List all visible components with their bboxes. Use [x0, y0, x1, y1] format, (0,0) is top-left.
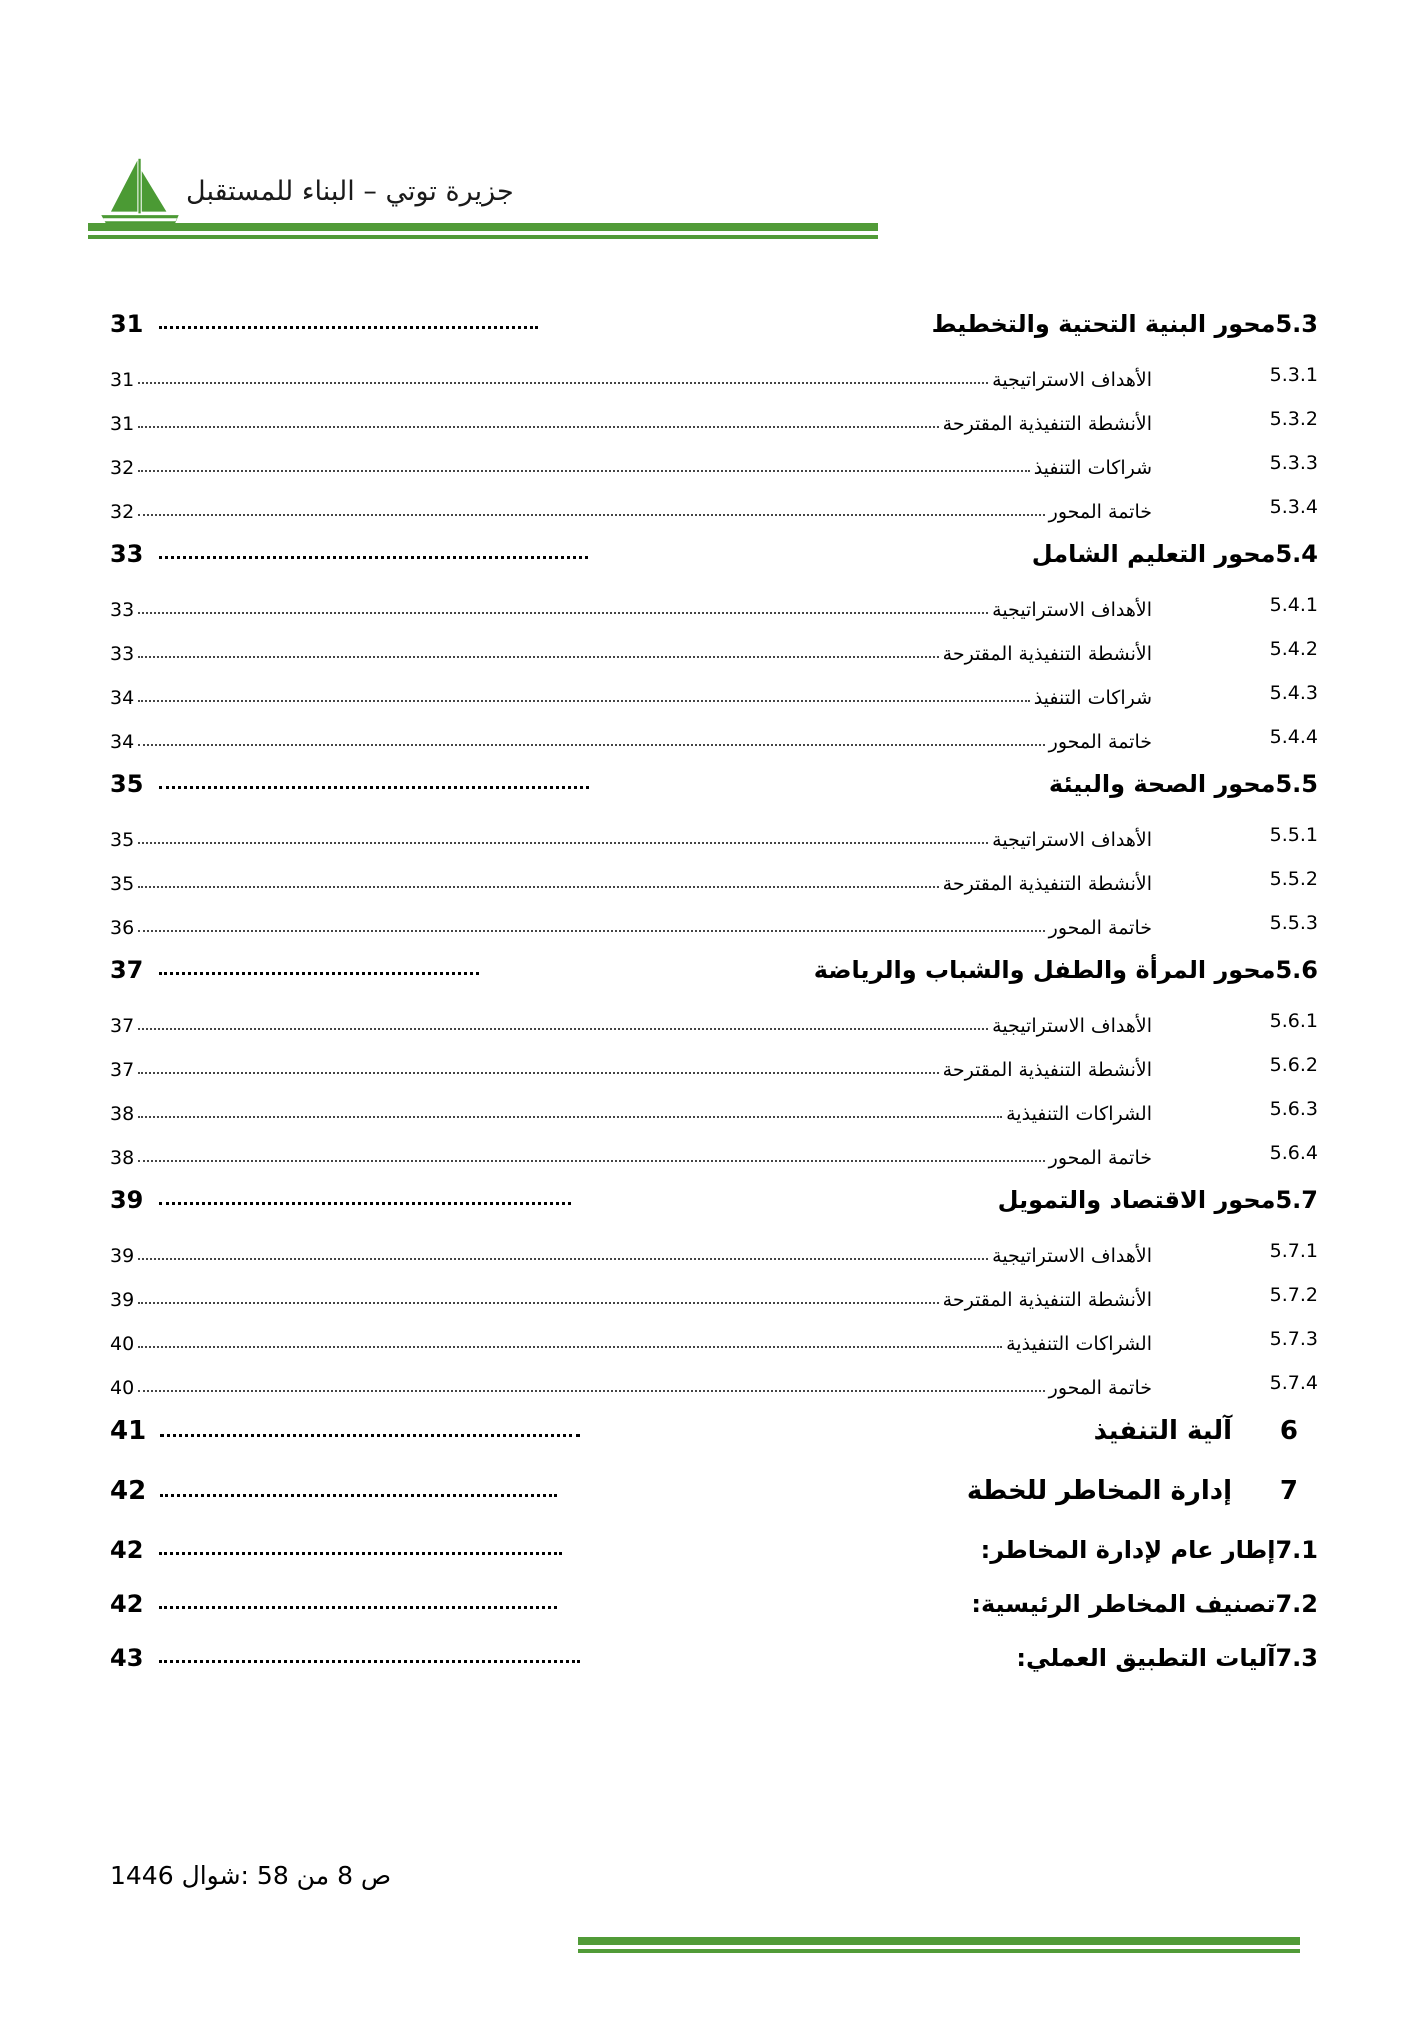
toc-dot-leader [138, 514, 1044, 516]
toc-entry-level3[interactable] [110, 1010, 1318, 1037]
toc-dot-leader [138, 382, 988, 384]
toc-entry-page-number: 41 [110, 1416, 147, 1446]
toc-dot-leader [138, 612, 988, 614]
toc-entry-level2[interactable] [110, 1590, 1318, 1618]
toc-entry-title: خاتمة المحور [1048, 501, 1152, 523]
toc-entry-level3[interactable] [110, 824, 1318, 851]
toc-entry-title: الأهداف الاستراتيجية [992, 369, 1152, 391]
toc-entry-level3[interactable] [110, 452, 1318, 479]
toc-entry-title: الأنشطة التنفيذية المقترحة [942, 1289, 1152, 1311]
toc-dot-leader [138, 1258, 988, 1260]
toc-section-block [110, 540, 1318, 753]
toc-entry-level3[interactable] [110, 408, 1318, 435]
toc-section-block [110, 1416, 1318, 1446]
toc-section-block [110, 1590, 1318, 1618]
toc-entry-page-number: 42 [110, 1590, 144, 1618]
toc-entry-title: 5.4محور التعليم الشامل [1031, 540, 1318, 568]
toc-entry-page-number: 36 [110, 917, 135, 939]
toc-entry-title: الشراكات التنفيذية [1006, 1333, 1152, 1355]
toc-entry-title: خاتمة المحور [1048, 1377, 1152, 1399]
toc-entry-title: 7.1إطار عام لإدارة المخاطر: [980, 1536, 1318, 1564]
toc-dot-leader [159, 556, 587, 559]
toc-dot-leader [138, 1346, 1002, 1348]
toc-entry-number: 5.4.1 [1269, 594, 1318, 616]
header-rule-thick [88, 223, 878, 231]
toc-entry-title: الأهداف الاستراتيجية [992, 599, 1152, 621]
toc-entry-level3[interactable] [110, 496, 1318, 523]
toc-entry-page-number: 39 [110, 1245, 135, 1267]
toc-dot-leader [159, 786, 589, 789]
toc-entry-page-number: 38 [110, 1103, 135, 1125]
toc-entry-page-number: 33 [110, 599, 135, 621]
toc-entry-page-number: 42 [109, 1476, 147, 1506]
toc-dot-leader [138, 1302, 938, 1304]
toc-entry-page-number: 34 [110, 687, 135, 709]
toc-entry-title: 5.7محور الاقتصاد والتمويل [997, 1186, 1318, 1214]
toc-entry-title: الأهداف الاستراتيجية [992, 1015, 1152, 1037]
toc-section-block [110, 310, 1318, 523]
toc-entry-level2[interactable] [110, 540, 1318, 568]
toc-entry-page-number: 35 [110, 829, 135, 851]
toc-entry-number: 5.6.4 [1269, 1142, 1318, 1164]
toc-entry-title: الأنشطة التنفيذية المقترحة [942, 1059, 1152, 1081]
toc-entry-page-number: 42 [110, 1536, 144, 1564]
toc-entry-level3[interactable] [110, 1142, 1318, 1169]
toc-entry-number: 5.5.3 [1269, 912, 1318, 934]
footer-rule-thick [578, 1937, 1300, 1945]
toc-entry-title: خاتمة المحور [1048, 731, 1152, 753]
toc-entry-page-number: 31 [110, 413, 135, 435]
toc-entry-level3[interactable] [110, 1284, 1318, 1311]
toc-dot-leader [138, 744, 1044, 746]
footer-divider-rule [578, 1937, 1300, 1959]
toc-entry-page-number: 38 [110, 1147, 135, 1169]
toc-entry-title: شراكات التنفيذ [1033, 687, 1152, 709]
toc-dot-leader [138, 700, 1030, 702]
toc-entry-number: 5.5.1 [1269, 824, 1318, 846]
toc-subsection-list [110, 1010, 1318, 1169]
toc-entry-number: 5.5.2 [1269, 868, 1318, 890]
toc-entry-page-number: 37 [109, 956, 144, 984]
toc-entry-page-number: 35 [110, 873, 135, 895]
header-divider-rule [88, 223, 878, 245]
toc-entry-level3[interactable] [110, 594, 1318, 621]
page-footer [110, 1852, 1318, 1898]
toc-dot-leader [159, 1202, 570, 1205]
toc-entry-page-number: 32 [110, 501, 135, 523]
toc-entry-level3[interactable] [110, 1240, 1318, 1267]
toc-entry-page-number: 33 [110, 643, 135, 665]
toc-entry-title: الشراكات التنفيذية [1006, 1103, 1152, 1125]
header-rule-thin [88, 235, 878, 239]
toc-entry-title: 7.2تصنيف المخاطر الرئيسية: [971, 1590, 1318, 1618]
toc-entry-page-number: 37 [110, 1059, 135, 1081]
toc-entry-page-number: 40 [110, 1377, 135, 1399]
toc-entry-number: 5.7.1 [1269, 1240, 1318, 1262]
toc-entry-number: 5.3.4 [1269, 496, 1318, 518]
toc-entry-number: 5.6.3 [1269, 1098, 1318, 1120]
toc-entry-number: 5.3.3 [1269, 452, 1318, 474]
footer-rule-thin [578, 1949, 1300, 1953]
toc-dot-leader [138, 842, 988, 844]
toc-entry-page-number: 39 [110, 1289, 135, 1311]
footer-text: ص 8 من 58 :شوال 1446 [110, 1860, 392, 1890]
toc-entry-page-number: 32 [110, 457, 135, 479]
toc-entry-page-number: 33 [109, 540, 144, 568]
toc-entry-title: 5.5محور الصحة والبيئة [1048, 770, 1318, 798]
toc-entry-level1[interactable] [110, 1476, 1318, 1506]
toc-entry-title: إدارة المخاطر للخطة [966, 1476, 1232, 1506]
toc-dot-leader [159, 1660, 580, 1663]
toc-entry-number: 5.7.2 [1269, 1284, 1318, 1306]
toc-dot-leader [138, 656, 938, 658]
toc-entry-level3[interactable] [110, 1098, 1318, 1125]
toc-entry-page-number: 40 [110, 1333, 135, 1355]
toc-entry-number: 5.4.2 [1269, 638, 1318, 660]
toc-entry-title: شراكات التنفيذ [1033, 457, 1152, 479]
toc-entry-number: 5.4.4 [1269, 726, 1318, 748]
toc-dot-leader [138, 886, 938, 888]
toc-dot-leader [159, 972, 478, 975]
toc-section-block [110, 956, 1318, 1169]
toc-entry-level2[interactable] [110, 1644, 1318, 1672]
toc-entry-title: 5.3محور البنية التحتية والتخطيط [931, 310, 1318, 338]
toc-entry-page-number: 39 [109, 1186, 144, 1214]
toc-entry-number: 5.4.3 [1269, 682, 1318, 704]
toc-entry-number: 5.7.4 [1269, 1372, 1318, 1394]
table-of-contents [110, 310, 1318, 1698]
toc-dot-leader [160, 1434, 580, 1437]
toc-dot-leader [159, 1606, 557, 1609]
toc-entry-number: 5.3.1 [1269, 364, 1318, 386]
toc-entry-level3[interactable] [110, 1328, 1318, 1355]
toc-entry-title: خاتمة المحور [1048, 917, 1152, 939]
toc-entry-title: خاتمة المحور [1048, 1147, 1152, 1169]
toc-entry-number: 6 [1279, 1416, 1298, 1446]
toc-entry-number: 7 [1279, 1476, 1298, 1506]
toc-entry-title: الأهداف الاستراتيجية [992, 829, 1152, 851]
toc-section-block [110, 1536, 1318, 1564]
toc-section-block [110, 1476, 1318, 1506]
toc-entry-title: الأنشطة التنفيذية المقترحة [942, 413, 1152, 435]
toc-entry-level3[interactable] [110, 726, 1318, 753]
toc-entry-page-number: 34 [110, 731, 135, 753]
toc-entry-level2[interactable] [110, 956, 1318, 984]
toc-entry-page-number: 35 [110, 770, 144, 798]
toc-dot-leader [160, 1494, 556, 1497]
toc-subsection-list [110, 594, 1318, 753]
toc-entry-title: 7.3آليات التطبيق العملي: [1016, 1644, 1318, 1672]
toc-dot-leader [159, 326, 537, 329]
page-header [88, 150, 1340, 270]
toc-dot-leader [138, 1072, 938, 1074]
toc-dot-leader [138, 930, 1044, 932]
toc-entry-level1[interactable] [110, 1416, 1318, 1446]
toc-entry-number: 5.6.2 [1269, 1054, 1318, 1076]
toc-entry-number: 5.7.3 [1269, 1328, 1318, 1350]
toc-entry-level3[interactable] [110, 364, 1318, 391]
toc-section-block [110, 1186, 1318, 1399]
toc-entry-title: الأنشطة التنفيذية المقترحة [942, 643, 1152, 665]
toc-entry-number: 5.3.2 [1269, 408, 1318, 430]
toc-dot-leader [138, 470, 1030, 472]
toc-dot-leader [138, 1028, 988, 1030]
toc-entry-level3[interactable] [110, 682, 1318, 709]
toc-subsection-list [110, 364, 1318, 523]
header-title: جزيرة توتي – البناء للمستقبل [186, 175, 514, 207]
toc-section-block [110, 770, 1318, 939]
toc-subsection-list [110, 1240, 1318, 1399]
toc-entry-page-number: 31 [109, 310, 144, 338]
toc-entry-level2[interactable] [110, 1186, 1318, 1214]
toc-entry-level2[interactable] [110, 310, 1318, 338]
toc-entry-number: 5.6.1 [1269, 1010, 1318, 1032]
toc-entry-title: آلية التنفيذ [1093, 1416, 1232, 1446]
toc-dot-leader [159, 1552, 562, 1555]
toc-dot-leader [138, 426, 938, 428]
toc-entry-title: الأنشطة التنفيذية المقترحة [942, 873, 1152, 895]
toc-entry-page-number: 37 [110, 1015, 135, 1037]
toc-entry-level3[interactable] [110, 1054, 1318, 1081]
toc-dot-leader [138, 1390, 1044, 1392]
toc-subsection-list [110, 824, 1318, 939]
toc-entry-title: الأهداف الاستراتيجية [992, 1245, 1152, 1267]
toc-entry-level3[interactable] [110, 1372, 1318, 1399]
toc-entry-level3[interactable] [110, 912, 1318, 939]
toc-entry-page-number: 31 [110, 369, 135, 391]
toc-dot-leader [138, 1160, 1044, 1162]
toc-entry-level3[interactable] [110, 638, 1318, 665]
toc-entry-level2[interactable] [110, 770, 1318, 798]
toc-entry-title: 5.6محور المرأة والطفل والشباب والرياضة [813, 956, 1318, 984]
toc-entry-level3[interactable] [110, 868, 1318, 895]
toc-entry-page-number: 43 [110, 1644, 144, 1672]
toc-entry-level2[interactable] [110, 1536, 1318, 1564]
toc-section-block [110, 1644, 1318, 1672]
toc-dot-leader [138, 1116, 1002, 1118]
